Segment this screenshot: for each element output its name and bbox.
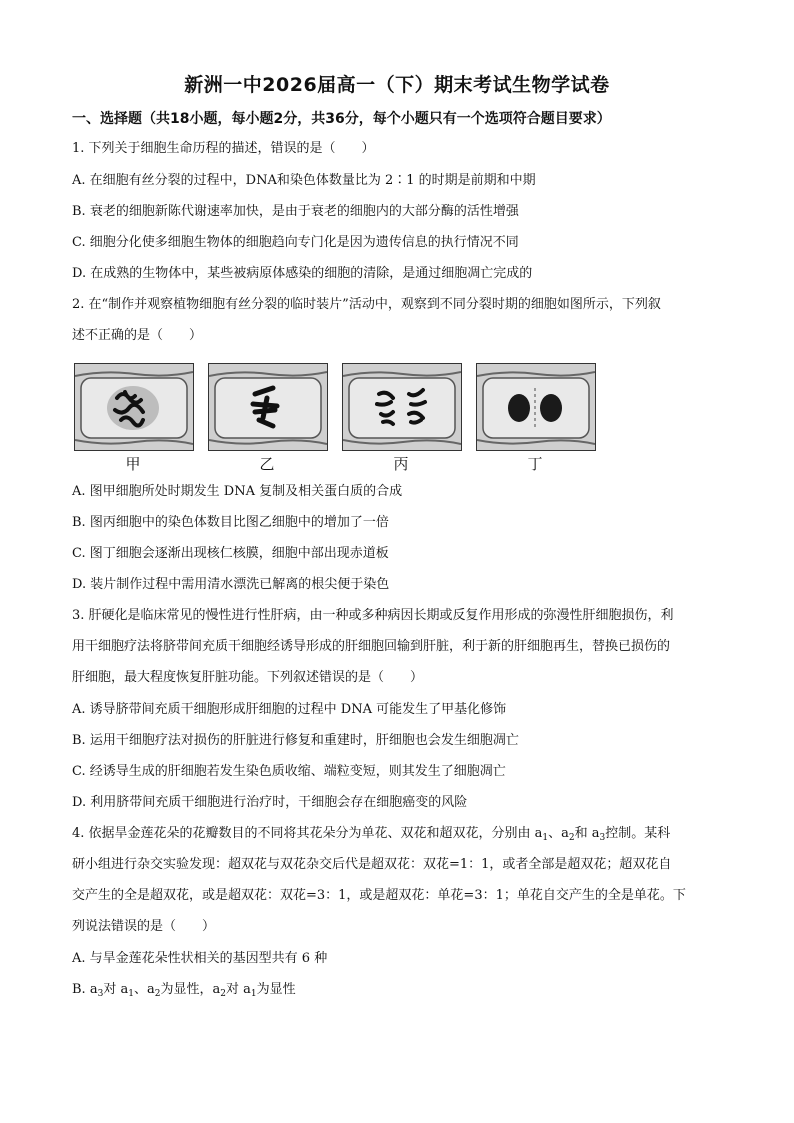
subscript: 1 <box>542 833 549 843</box>
q3-stem-line2: 用干细胞疗法将脐带间充质干细胞经诱导形成的肝细胞回输到肝脏，利于新的肝细胞再生，替换已损伤的 <box>72 639 671 654</box>
q4-option-text: 为显性 <box>256 982 296 997</box>
q4-stem-text: 和 a <box>574 826 600 841</box>
q2-stem-line2: 述不正确的是（ ） <box>72 328 203 343</box>
q3-stem-line1: 3. 肝硬化是临床常见的慢性进行性肝病，由一种或多种病因长期或反复作用形成的弥漫性肝细胞损伤，利 <box>72 608 674 623</box>
q3-option-a: A. 诱导脐带间充质干细胞形成肝细胞的过程中 DNA 可能发生了甲基化修饰 <box>72 702 507 717</box>
q4-stem-text: 4. 依据旱金莲花朵的花瓣数目的不同将其花朵分为单花、双花和超双花，分别由 a <box>72 826 543 841</box>
figure-yi-metaphase <box>208 363 328 451</box>
figure-ding-telophase <box>476 363 596 451</box>
figure-label-ding: 丁 <box>527 455 543 473</box>
subscript: 2 <box>568 833 575 843</box>
cell-division-figures <box>74 363 594 473</box>
q1-option-d: D. 在成熟的生物体中，某些被病原体感染的细胞的清除，是通过细胞凋亡完成的 <box>72 266 533 281</box>
q2-stem-line1: 2. 在“制作并观察植物细胞有丝分裂的临时装片”活动中，观察到不同分裂时期的细胞如图所示，下列叙 <box>72 297 661 312</box>
q1-option-a: A. 在细胞有丝分裂的过程中，DNA和染色体数量比为 2∶1 的时期是前期和中期 <box>72 173 536 188</box>
q4-option-b <box>72 981 732 1003</box>
q4-option-text: 为显性，a <box>160 982 221 997</box>
subscript: 1 <box>250 989 257 999</box>
q2-option-c: C. 图丁细胞会逐渐出现核仁核膜，细胞中部出现赤道板 <box>72 546 389 561</box>
figure-bing-anaphase <box>342 363 462 451</box>
page-title: 新洲一中2026届高一（下）期末考试生物学试卷 <box>184 74 610 96</box>
q4-option-text: 对 a <box>225 982 251 997</box>
section-heading: 一、选择题（共18小题，每小题2分，共36分，每个小题只有一个选项符合题目要求） <box>72 111 611 127</box>
q2-option-b: B. 图丙细胞中的染色体数目比图乙细胞中的增加了一倍 <box>72 515 389 530</box>
figure-label-yi: 乙 <box>259 455 275 473</box>
q4-stem-text: 、a <box>548 826 569 841</box>
q1-option-b: B. 衰老的细胞新陈代谢速率加快，是由于衰老的细胞内的大部分酶的活性增强 <box>72 204 519 219</box>
q4-stem-text: 控制。某科 <box>605 826 671 841</box>
q4-option-text: 对 a <box>103 982 129 997</box>
subscript: 3 <box>599 833 606 843</box>
q3-option-b: B. 运用干细胞疗法对损伤的肝脏进行修复和重建时，肝细胞也会发生细胞凋亡 <box>72 733 519 748</box>
q4-option-a: A. 与旱金莲花朵性状相关的基因型共有 6 种 <box>72 951 328 966</box>
q4-stem-line1 <box>72 825 732 847</box>
figure-jia-prophase <box>74 363 194 451</box>
q4-option-text: B. a <box>72 982 98 997</box>
q2-option-d: D. 装片制作过程中需用清水漂洗已解离的根尖便于染色 <box>72 577 390 592</box>
q4-stem-line2: 研小组进行杂交实验发现：超双花与双花杂交后代是超双花：双花=1：1，或者全部是超双花；超双花自 <box>72 857 672 872</box>
subscript: 1 <box>128 989 134 999</box>
q3-option-d: D. 利用脐带间充质干细胞进行治疗时，干细胞会存在细胞癌变的风险 <box>72 795 468 810</box>
q4-stem-line3: 交产生的全是超双花，或是超双花：双花=3：1，或是超双花：单花=3：1；单花自交产生的全是单花。下 <box>72 888 686 903</box>
subscript: 3 <box>97 989 104 999</box>
q3-stem-line3: 肝细胞，最大程度恢复肝脏功能。下列叙述错误的是（ ） <box>72 670 424 685</box>
q4-stem-line4: 列说法错误的是（ ） <box>72 919 216 934</box>
figure-label-jia: 甲 <box>125 455 141 473</box>
q2-option-a: A. 图甲细胞所处时期发生 DNA 复制及相关蛋白质的合成 <box>72 484 403 499</box>
figure-label-bing: 丙 <box>393 455 409 473</box>
q4-option-text: 、a <box>133 982 155 997</box>
subscript: 2 <box>220 989 226 999</box>
subscript: 2 <box>154 989 161 999</box>
q1-option-c: C. 细胞分化使多细胞生物体的细胞趋向专门化是因为遗传信息的执行情况不同 <box>72 235 519 250</box>
q1-stem: 1. 下列关于细胞生命历程的描述，错误的是（ ） <box>72 141 375 156</box>
q3-option-c: C. 经诱导生成的肝细胞若发生染色质收缩、端粒变短，则其发生了细胞凋亡 <box>72 764 506 779</box>
